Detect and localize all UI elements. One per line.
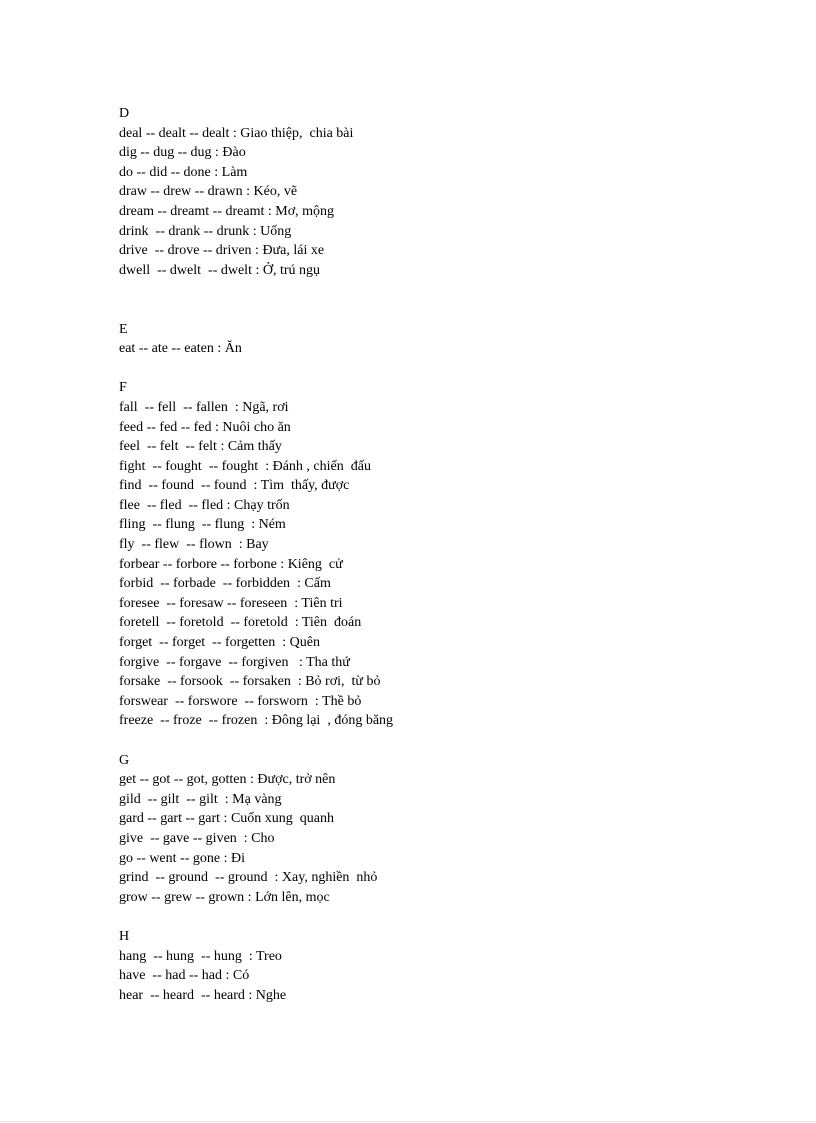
list-item: find -- found -- found : Tìm thấy, được xyxy=(119,478,350,494)
list-item: gild -- gilt -- gilt : Mạ vàng xyxy=(119,791,282,807)
list-item: do -- did -- done : Làm xyxy=(119,164,248,180)
list-item: flee -- fled -- fled : Chạy trốn xyxy=(119,497,290,513)
list-item: forsake -- forsook -- forsaken : Bỏ rơi, từ bỏ xyxy=(119,674,381,690)
list-item: feed -- fed -- fed : Nuôi cho ăn xyxy=(119,419,291,435)
list-item: drink -- drank -- drunk : Uống xyxy=(119,223,292,239)
section-h xyxy=(119,927,769,1005)
list-item: hear -- heard -- heard : Nghe xyxy=(119,987,287,1003)
list-item: forgive -- forgave -- forgiven : Tha thứ xyxy=(119,654,350,670)
section-letter-e: E xyxy=(119,321,128,337)
spacer xyxy=(119,907,769,927)
list-item: have -- had -- had : Có xyxy=(119,968,250,984)
section-letter-h: H xyxy=(119,928,130,944)
list-item: go -- went -- gone : Đi xyxy=(119,850,245,866)
section-e xyxy=(119,320,769,359)
list-item: fall -- fell -- fallen : Ngã, rơi xyxy=(119,399,289,415)
page-bottom-divider xyxy=(0,1121,816,1122)
section-letter-g: G xyxy=(119,752,130,768)
section-d xyxy=(119,104,769,280)
section-letter-d: D xyxy=(119,106,130,121)
list-item: feel -- felt -- felt : Cảm thấy xyxy=(119,439,282,455)
list-item: drive -- drove -- driven : Đưa, lái xe xyxy=(119,243,325,259)
list-item: grow -- grew -- grown : Lớn lên, mọc xyxy=(119,889,330,905)
list-item: give -- gave -- given : Cho xyxy=(119,830,275,846)
list-item: fling -- flung -- flung : Ném xyxy=(119,517,286,533)
list-item: forbid -- forbade -- forbidden : Cấm xyxy=(119,576,331,592)
list-item: foretell -- foretold -- foretold : Tiên đoán xyxy=(119,615,362,631)
list-item: dwell -- dwelt -- dwelt : Ở, trú ngụ xyxy=(119,262,321,278)
list-item: hang -- hung -- hung : Treo xyxy=(119,948,282,964)
list-item: grind -- ground -- ground : Xay, nghiền nhỏ xyxy=(119,870,378,886)
section-f xyxy=(119,378,769,731)
spacer xyxy=(119,280,769,319)
list-item: get -- got -- got, gotten : Được, trở nên xyxy=(119,772,336,788)
spacer xyxy=(119,359,769,379)
list-item: dream -- dreamt -- dreamt : Mơ, mộng xyxy=(119,203,334,219)
list-item: fight -- fought -- fought : Đánh , chiến đấu xyxy=(119,458,371,474)
list-item: forbear -- forbore -- forbone : Kiêng cử xyxy=(119,556,343,572)
list-item: forget -- forget -- forgetten : Quên xyxy=(119,635,320,651)
list-item: foresee -- foresaw -- foreseen : Tiên tri xyxy=(119,595,343,611)
list-item: fly -- flew -- flown : Bay xyxy=(119,537,269,553)
list-item: deal -- dealt -- dealt : Giao thiệp, chia bài xyxy=(119,125,354,141)
section-g xyxy=(119,751,769,908)
list-item: eat -- ate -- eaten : Ăn xyxy=(119,341,242,357)
spacer xyxy=(119,731,769,751)
list-item: forswear -- forswore -- forsworn : Thề bỏ xyxy=(119,693,362,709)
list-item: freeze -- froze -- frozen : Đông lại , đóng băng xyxy=(119,713,394,729)
list-item: dig -- dug -- dug : Đào xyxy=(119,145,246,161)
list-item: draw -- drew -- drawn : Kéo, vẽ xyxy=(119,184,298,200)
list-item: gard -- gart -- gart : Cuốn xung quanh xyxy=(119,811,334,827)
section-letter-f: F xyxy=(119,380,127,396)
verb-list-page xyxy=(119,104,769,1005)
